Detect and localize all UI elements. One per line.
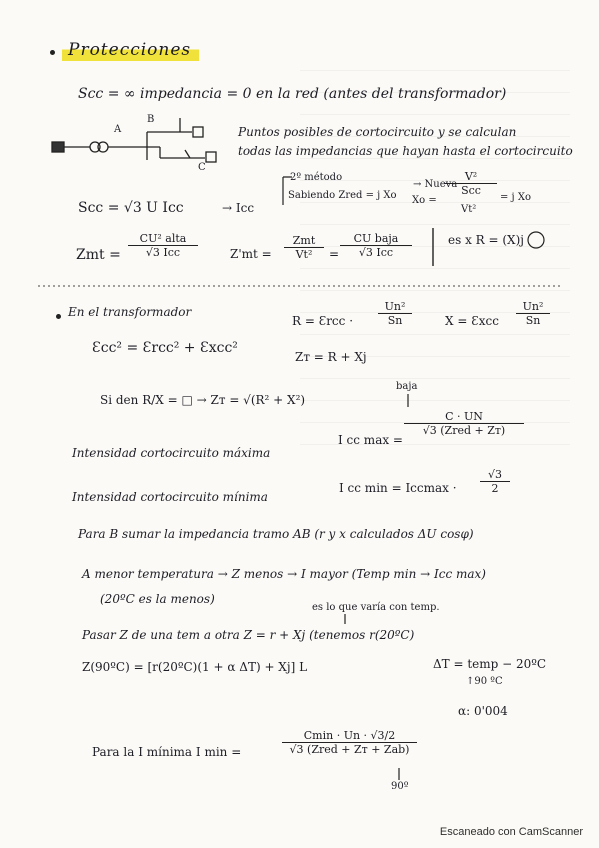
icc-arrow: → Icc bbox=[222, 201, 255, 215]
x-equation: X = Ɛxcc bbox=[445, 314, 499, 328]
imin-den: 2 bbox=[491, 482, 499, 495]
r-fraction bbox=[378, 300, 412, 327]
min-den: √3 (Zred + Zт + Zab) bbox=[289, 743, 410, 756]
alpha-value: α: 0'004 bbox=[458, 704, 508, 718]
x-num: Un² bbox=[516, 300, 550, 314]
ecc-formula: Ɛcc² = Ɛrcc² + Ɛxcc² bbox=[92, 340, 238, 356]
metodo2-nueva: → Nueva bbox=[413, 179, 458, 190]
transformador-heading: En el transformador bbox=[68, 305, 192, 319]
zmt-baja-label: Z'mt = bbox=[230, 247, 272, 261]
frac-vt2: Vt² bbox=[461, 204, 477, 215]
min-90-label: 90º bbox=[391, 781, 409, 792]
imax-label: Intensidad cortocircuito máxima bbox=[72, 446, 271, 460]
zmt-eq2-den: √3 Icc bbox=[358, 246, 394, 259]
imax-num: C · UN bbox=[404, 410, 524, 424]
zmt-den: √3 Icc bbox=[145, 246, 181, 259]
frac-scc: Scc bbox=[461, 184, 481, 197]
imax-fraction bbox=[404, 410, 524, 437]
metodo2-title: 2º método bbox=[290, 172, 343, 183]
zmt-baja-num: Zmt bbox=[284, 234, 324, 248]
r-den: Sn bbox=[387, 314, 403, 327]
scc-fraction bbox=[445, 170, 497, 197]
scc-formula: Scc = √3 U Icc bbox=[78, 200, 184, 216]
page-title: Protecciones bbox=[62, 38, 199, 64]
zt-formula: Zт = R + Xj bbox=[295, 350, 367, 364]
pasar-note: Pasar Z de una tem a otra Z = r + Xj (tenemos r(20ºC) bbox=[82, 628, 415, 642]
para-min-label: Para la I mínima I min = bbox=[92, 745, 242, 759]
circuit-label-b: B bbox=[147, 114, 155, 125]
circuit-label-c: C bbox=[198, 162, 206, 173]
zmt-eq2-num: CU baja bbox=[340, 232, 412, 246]
imax-den: √3 (Zred + Zт) bbox=[422, 424, 506, 437]
zmt-left: Zmt = bbox=[76, 247, 121, 263]
z90-formula: Z(90ºC) = [r(20ºC)(1 + α ΔT) + Xj] L bbox=[82, 660, 308, 674]
circuit-label-a: A bbox=[114, 124, 122, 135]
zmt-baja-fraction bbox=[284, 234, 324, 261]
puntos-line-1: Puntos posibles de cortocircuito y se calculan bbox=[238, 125, 517, 139]
si-den: Si den R/X = □ → Zт = √(R² + X²) bbox=[100, 393, 306, 407]
x-den: Sn bbox=[525, 314, 541, 327]
section-bullet bbox=[56, 314, 61, 319]
min-num: Cmin · Un · √3/2 bbox=[282, 729, 417, 743]
metodo2-text: Sabiendo Zred = j Xo bbox=[288, 190, 397, 201]
equals-sign: = bbox=[329, 247, 340, 261]
zmt-eq2-fraction bbox=[340, 232, 412, 259]
para-b-note: Para B sumar la impedancia tramo AB (r y x calculados ΔU cosφ) bbox=[78, 527, 474, 541]
metodo2-xo: Xo = bbox=[412, 195, 437, 206]
temp-line-2: (20ºC es la menos) bbox=[100, 592, 215, 606]
baja-label: baja bbox=[396, 381, 418, 392]
t90-label: ↑90 ºC bbox=[466, 676, 503, 687]
min-fraction bbox=[282, 729, 417, 756]
temp-line-1: A menor temperatura → Z menos → I mayor (Temp min → Icc max) bbox=[82, 567, 486, 581]
zmt-note: es x R = (X)j bbox=[448, 233, 525, 247]
scc-definition: Scc = ∞ impedancia = 0 en la red (antes del transformador) bbox=[78, 86, 507, 102]
imin-fraction bbox=[480, 468, 510, 495]
scanner-watermark: Escaneado con CamScanner bbox=[439, 826, 583, 838]
puntos-line-2: todas las impedancias que hayan hasta el cortocircuito bbox=[238, 144, 573, 158]
zmt-fraction bbox=[128, 232, 198, 259]
x-fraction bbox=[516, 300, 550, 327]
r-num: Un² bbox=[378, 300, 412, 314]
metodo2-eq: = j Xo bbox=[500, 192, 531, 203]
zmt-num: CU² alta bbox=[128, 232, 198, 246]
es-lo-que-note: es lo que varía con temp. bbox=[312, 602, 440, 613]
zmt-baja-den: Vt² bbox=[295, 248, 313, 261]
imin-num: √3 bbox=[480, 468, 510, 482]
imin-equation: I cc min = Iccmax · bbox=[339, 481, 457, 495]
r-equation: R = Ɛrcc · bbox=[292, 314, 354, 328]
frac-v2: V² bbox=[445, 170, 497, 184]
imax-symbol: I cc max = bbox=[338, 433, 403, 447]
delta-t: ΔT = temp − 20ºC bbox=[433, 657, 547, 671]
imin-label: Intensidad cortocircuito mínima bbox=[72, 490, 268, 504]
